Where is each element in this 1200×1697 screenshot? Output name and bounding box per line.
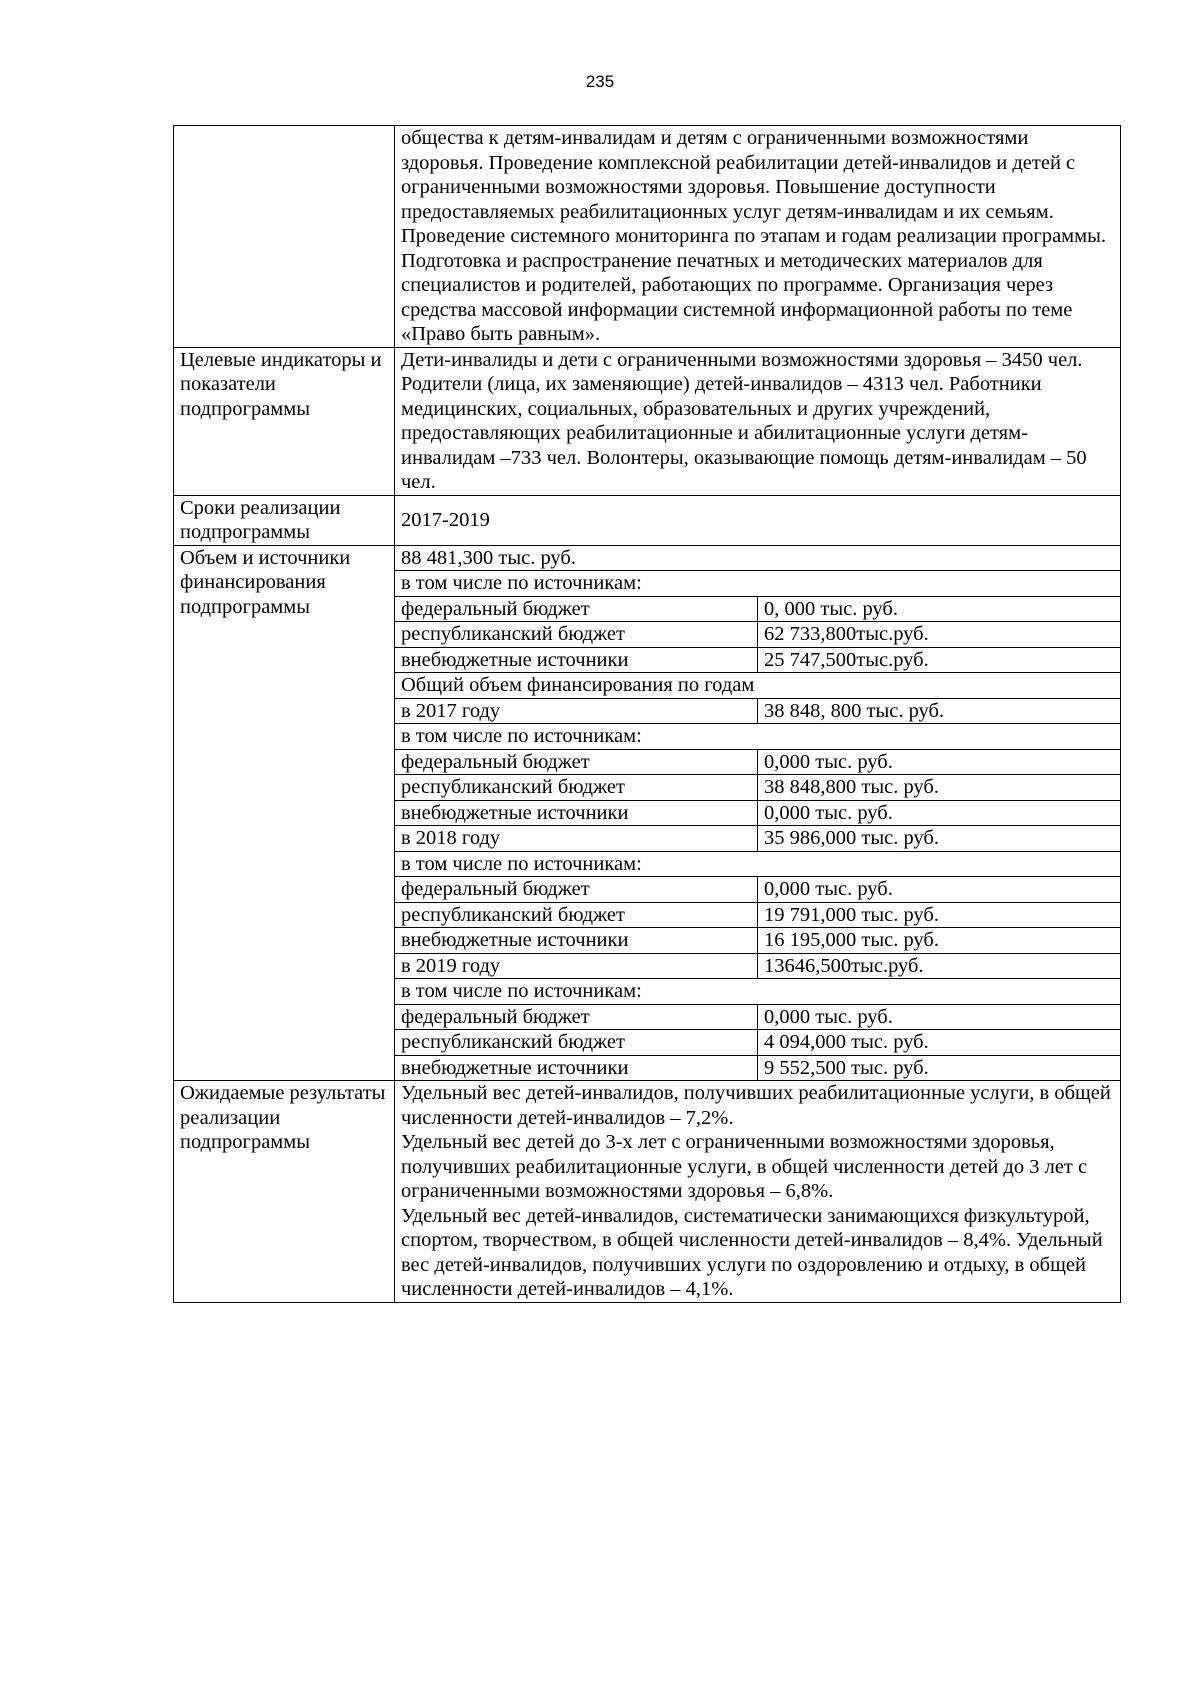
indicators-text: Дети-инвалиды и дети с ограниченными возможностями здоровья – 3450 чел. Родители (лица, их заменяющие) детей-инвалидов – 4313 чел. Работники медицинских, социальных, образовательных и других учреждений, предоставляющих реабилитационные и абилитационные услуги детям-инвалидам –733 чел. Волонтеры, оказывающие помощь детям-инвалидам – 50 чел. — [395, 347, 1121, 495]
finance-amount: 4 094,000 тыс. руб. — [758, 1030, 1121, 1056]
finance-source: внебюджетные источники — [395, 647, 758, 673]
finance-line-text: в том числе по источникам: — [395, 571, 1120, 597]
finance-line — [395, 698, 1120, 724]
finance-line — [395, 596, 1120, 622]
finance-line-text: в том числе по источникам: — [395, 979, 1120, 1005]
finance-source: республиканский бюджет — [395, 902, 758, 928]
results-label: Ожидаемые результаты реализации подпрограммы — [174, 1081, 395, 1303]
finance-source: внебюджетные источники — [395, 928, 758, 954]
indicators-row — [174, 347, 1121, 495]
finance-line — [395, 953, 1120, 979]
finance-amount: 0,000 тыс. руб. — [758, 877, 1121, 903]
finance-source: федеральный бюджет — [395, 877, 758, 903]
finance-source: федеральный бюджет — [395, 1004, 758, 1030]
finance-table — [395, 546, 1120, 1081]
finance-amount: 0,000 тыс. руб. — [758, 800, 1121, 826]
finance-source: федеральный бюджет — [395, 749, 758, 775]
finance-line — [395, 749, 1120, 775]
finance-amount: 25 747,500тыс.руб. — [758, 647, 1121, 673]
term-value: 2017-2019 — [395, 495, 1121, 545]
finance-amount: 16 195,000 тыс. руб. — [758, 928, 1121, 954]
finance-line — [395, 1030, 1120, 1056]
finance-amount: 0,000 тыс. руб. — [758, 749, 1121, 775]
result-paragraph: Удельный вес детей-инвалидов, систематически занимающихся физкультурой, спортом, творчеством, в общей численности детей-инвалидов – 8,4%. Удельный вес детей-инвалидов, получивших услуги по оздоровлению и отдыху, в общей численности детей-инвалидов – 4,1%. — [401, 1204, 1103, 1300]
result-paragraph: Удельный вес детей до 3-х лет с ограниченными возможностями здоровья, получивших реабилитационные услуги, в общей численности детей до 3 лет с ограниченными возможностями здоровья – 6,8%. — [401, 1131, 1088, 1202]
finance-source: республиканский бюджет — [395, 1030, 758, 1056]
finance-source: внебюджетные источники — [395, 1055, 758, 1080]
results-row — [174, 1081, 1121, 1303]
page-number: 235 — [585, 72, 615, 91]
finance-source: в 2017 году — [395, 698, 758, 724]
finance-line — [395, 571, 1120, 597]
finance-label: Объем и источники финансирования подпрограммы — [174, 545, 395, 1081]
finance-line — [395, 902, 1120, 928]
finance-line-text: в том числе по источникам: — [395, 724, 1120, 750]
finance-line — [395, 800, 1120, 826]
term-row — [174, 495, 1121, 545]
finance-line — [395, 979, 1120, 1005]
results-text — [395, 1081, 1121, 1303]
finance-line — [395, 1055, 1120, 1080]
finance-line — [395, 622, 1120, 648]
finance-source: в 2018 году — [395, 826, 758, 852]
finance-line — [395, 928, 1120, 954]
finance-line-text: Общий объем финансирования по годам — [395, 673, 1120, 699]
finance-cell — [395, 545, 1121, 1081]
result-paragraph: Удельный вес детей-инвалидов, получивших реабилитационные услуги, в общей численности детей-инвалидов – 7,2%. — [401, 1082, 1111, 1129]
finance-line — [395, 826, 1120, 852]
finance-source: республиканский бюджет — [395, 775, 758, 801]
finance-source: в 2019 году — [395, 953, 758, 979]
finance-line — [395, 673, 1120, 699]
finance-amount: 19 791,000 тыс. руб. — [758, 902, 1121, 928]
finance-source: внебюджетные источники — [395, 800, 758, 826]
finance-line — [395, 877, 1120, 903]
finance-line-text: 88 481,300 тыс. руб. — [395, 546, 1120, 571]
finance-line-text: в том числе по источникам: — [395, 851, 1120, 877]
indicators-label: Целевые индикаторы и показатели подпрограммы — [174, 347, 395, 495]
finance-source: федеральный бюджет — [395, 596, 758, 622]
finance-source: республиканский бюджет — [395, 622, 758, 648]
finance-line — [395, 851, 1120, 877]
finance-amount: 38 848,800 тыс. руб. — [758, 775, 1121, 801]
passport-table — [173, 125, 1121, 1303]
finance-line — [395, 546, 1120, 571]
finance-amount: 0,000 тыс. руб. — [758, 1004, 1121, 1030]
intro-label — [174, 126, 395, 348]
finance-amount: 9 552,500 тыс. руб. — [758, 1055, 1121, 1080]
finance-amount: 38 848, 800 тыс. руб. — [758, 698, 1121, 724]
finance-amount: 35 986,000 тыс. руб. — [758, 826, 1121, 852]
finance-line — [395, 724, 1120, 750]
finance-line — [395, 647, 1120, 673]
finance-amount: 62 733,800тыс.руб. — [758, 622, 1121, 648]
finance-line — [395, 1004, 1120, 1030]
intro-text: общества к детям-инвалидам и детям с ограниченными возможностями здоровья. Проведение комплексной реабилитации детей-инвалидов и детей с ограниченными возможностями здоровья. Повышение доступности предоставляемых реабилитационных услуг детям-инвалидам и их семьям. Проведение системного мониторинга по этапам и годам реализации программы. Подготовка и распространение печатных и методических материалов для специалистов и родителей, работающих по программе. Организация через средства массовой информации системной информационной работы по теме «Право быть равным». — [395, 126, 1121, 348]
finance-amount: 13646,500тыс.руб. — [758, 953, 1121, 979]
term-label: Сроки реализации подпрограммы — [174, 495, 395, 545]
finance-amount: 0, 000 тыс. руб. — [758, 596, 1121, 622]
intro-row — [174, 126, 1121, 348]
finance-row — [174, 545, 1121, 1081]
finance-line — [395, 775, 1120, 801]
